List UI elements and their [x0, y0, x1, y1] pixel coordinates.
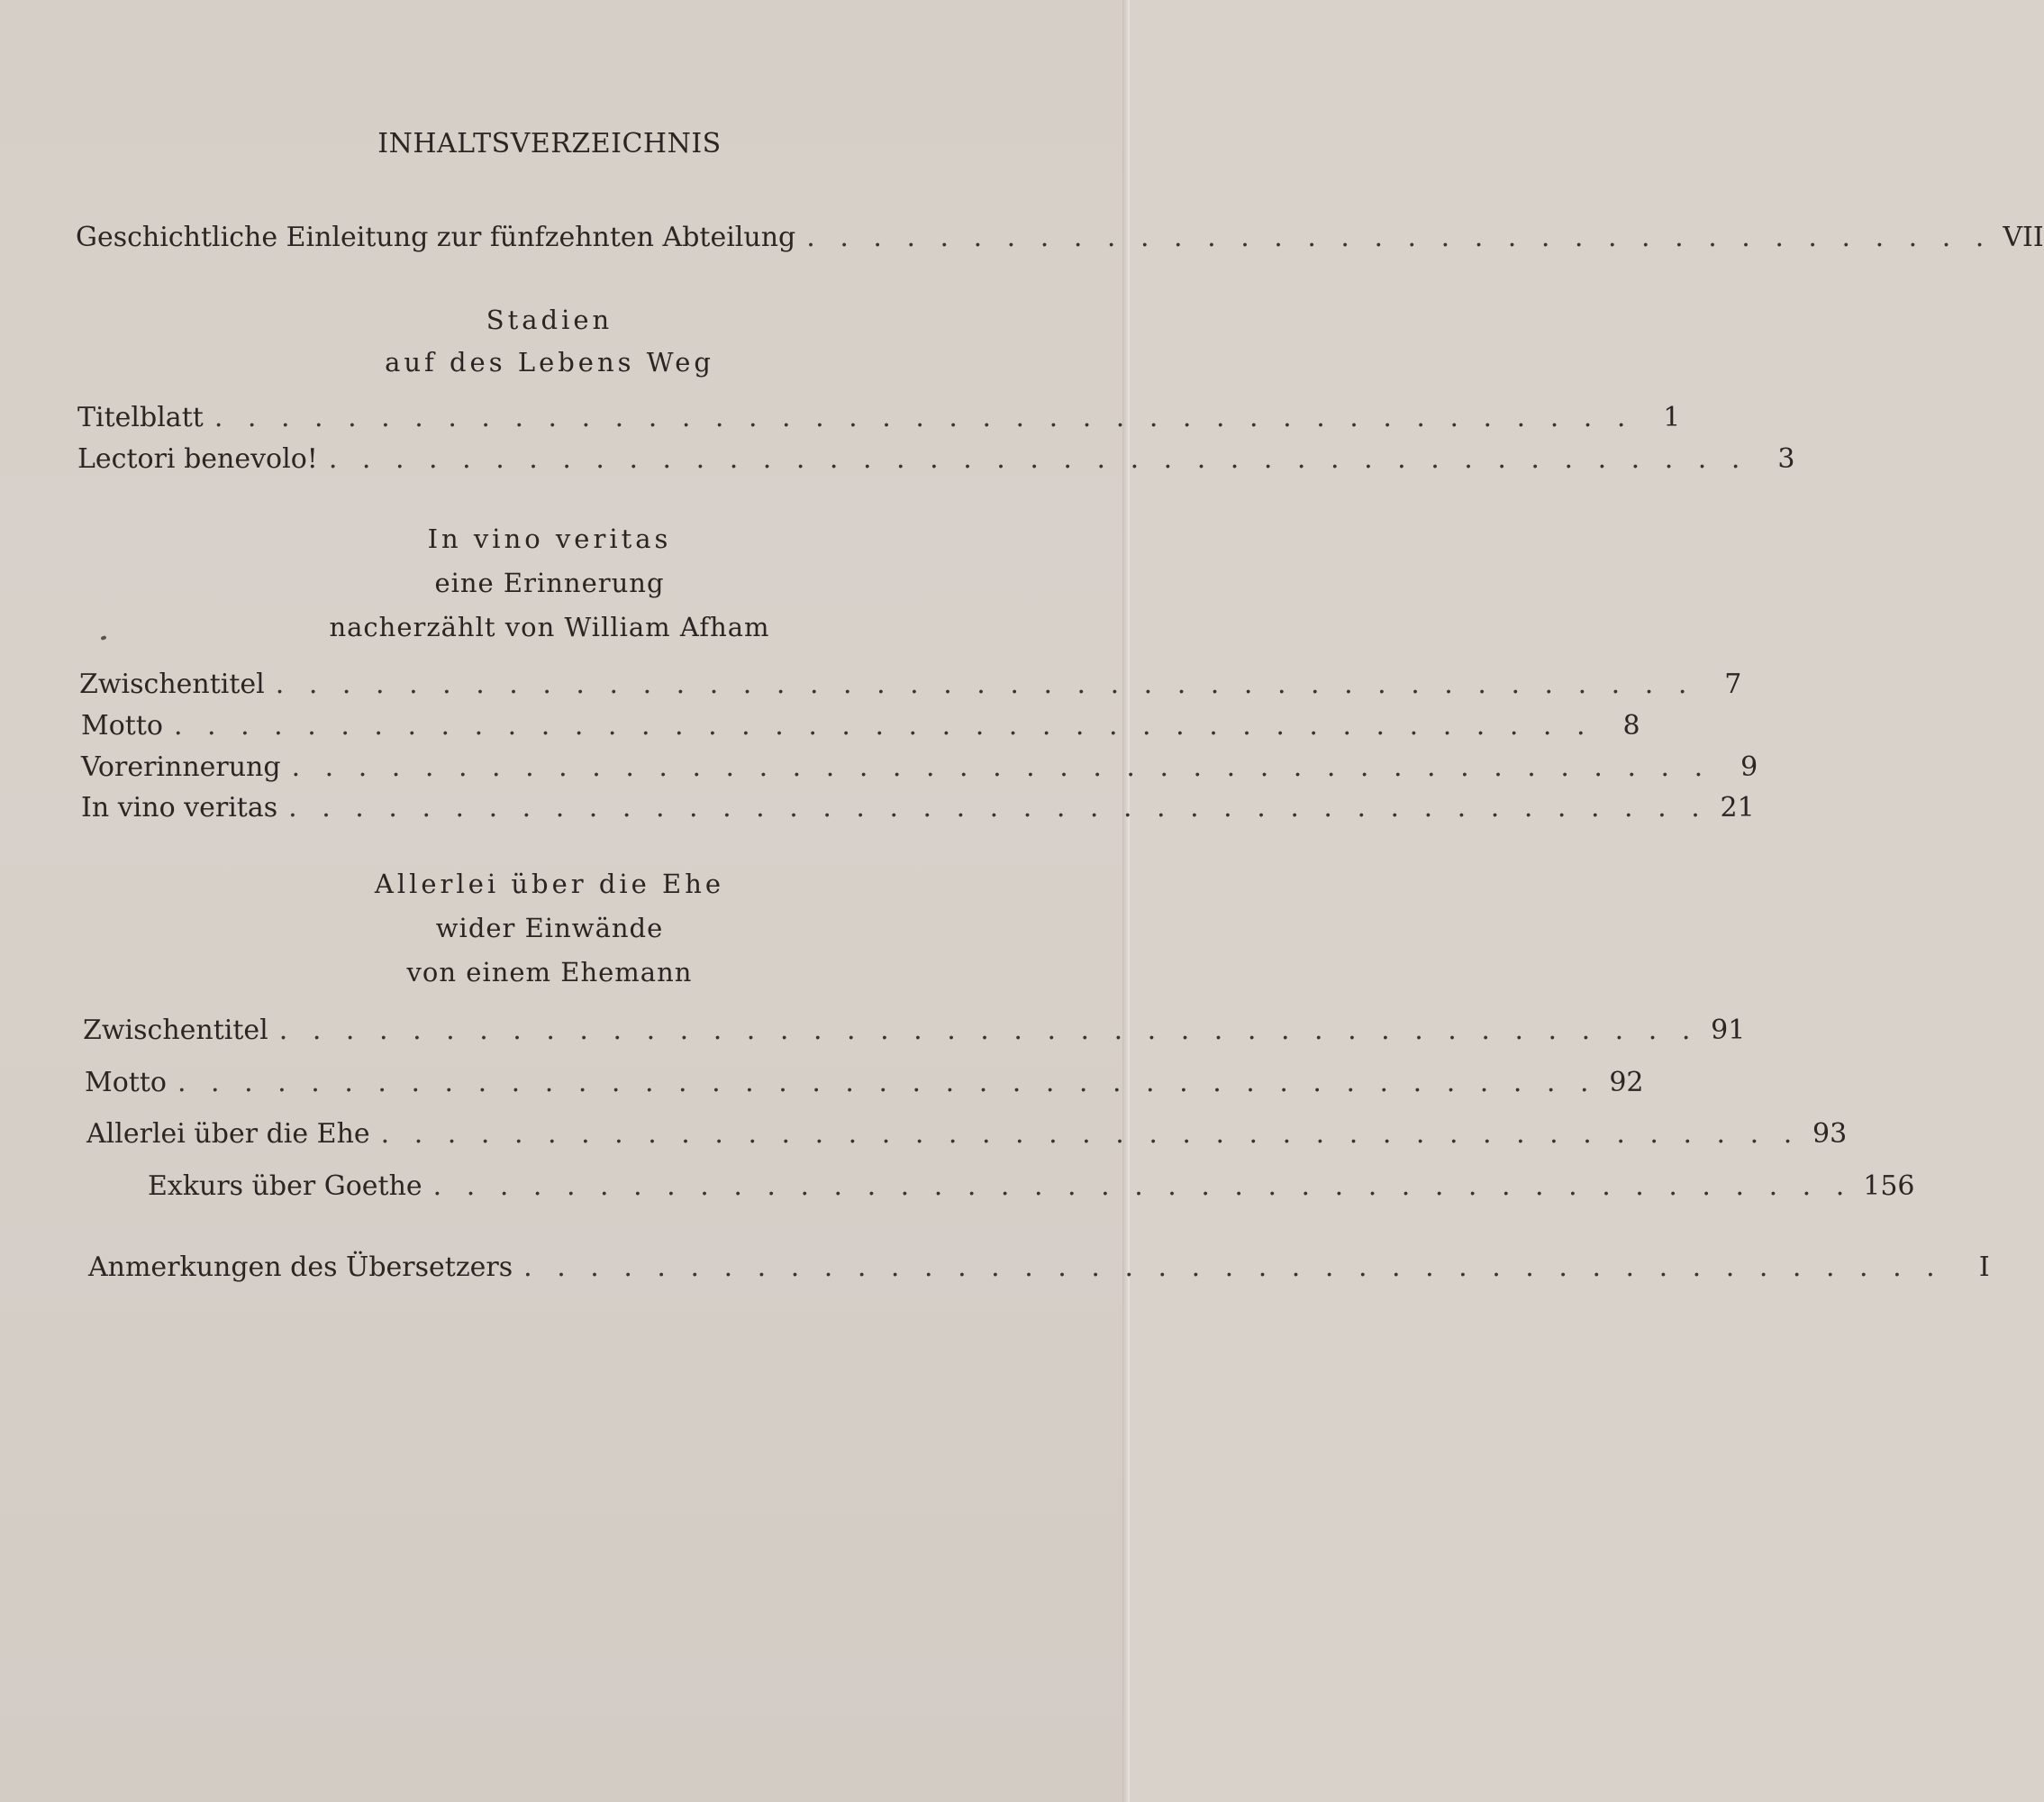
- toc-entry-page: 92: [1609, 1067, 1644, 1098]
- toc-entry-label: Titelblatt: [77, 402, 204, 433]
- toc-entry-intro: [76, 222, 2044, 253]
- toc-entry: [81, 751, 1758, 783]
- toc-entry-label: Zwischentitel: [83, 1015, 268, 1046]
- toc-entry-page: 3: [1777, 443, 1795, 475]
- toc-entry-label: Anmerkungen des Übersetzers: [88, 1251, 513, 1283]
- toc-entry: [81, 792, 1755, 824]
- section-heading-stadien: Stadien: [486, 305, 613, 335]
- toc-entry: [85, 1067, 1644, 1098]
- page-title: INHALTSVERZEICHNIS: [377, 128, 722, 159]
- leader-dots: . . . . . . . . . . . . . . . . . . . . . . . . . . . . . . . . . . . . . . . . . . .: [432, 1170, 1853, 1202]
- leader-dots: . . . . . . . . . . . . . . . . . . . . . . . . . . . . . . . . . . . . . . . . . . .: [380, 1118, 1801, 1150]
- toc-entry-notes: [88, 1251, 1990, 1283]
- leader-dots: . . . . . . . . . . . . . . . . . . . . . . . . . . . . . . . . . . . . . . . . . . .: [278, 1015, 1699, 1046]
- toc-entry-label: Vorerinnerung: [81, 751, 281, 783]
- toc-entry-label: Geschichtliche Einleitung zur fünfzehnten Abteilung: [76, 222, 796, 253]
- toc-entry-page: 91: [1711, 1015, 1746, 1046]
- leader-dots: . . . . . . . . . . . . . . . . . . . . . . . . . . . . . . . . . . . . . . . . . . .: [523, 1251, 1943, 1283]
- section-subheading: eine Erinnerung: [434, 568, 665, 598]
- toc-entry-nested: [148, 1170, 1915, 1202]
- leader-dots: . . . . . . . . . . . . . . . . . . . . . . . . . . . . . . . . . . . . . . . . . . .: [288, 792, 1708, 824]
- toc-entry-label: Allerlei über die Ehe: [86, 1118, 370, 1150]
- toc-entry-label: Motto: [85, 1067, 167, 1098]
- toc-entry: [79, 669, 1742, 700]
- toc-entry-label: Motto: [81, 710, 163, 742]
- toc-entry-page: 1: [1663, 402, 1681, 433]
- leader-dots: . . . . . . . . . . . . . . . . . . . . . . . . . . . . . . . . . . . . . . . . . . .: [275, 669, 1695, 700]
- toc-entry: [83, 1015, 1746, 1046]
- toc-entry: [86, 1118, 1848, 1150]
- section-heading-in-vino-veritas: In vino veritas: [427, 523, 672, 554]
- toc-entry-label: In vino veritas: [81, 792, 278, 824]
- toc-entry: [77, 443, 1795, 475]
- section-subheading: wider Einwände: [435, 913, 664, 943]
- toc-entry-label: Lectori benevolo!: [77, 443, 318, 475]
- toc-entry-page: 8: [1622, 710, 1640, 742]
- toc-entry-page: 156: [1863, 1170, 1915, 1202]
- toc-entry: [81, 710, 1640, 742]
- leader-dots: . . . . . . . . . . . . . . . . . . . . . . . . . . . . . . . . . . . . . . . . . . .: [177, 1067, 1597, 1098]
- section-heading-allerlei: Allerlei über die Ehe: [374, 869, 725, 899]
- toc-entry-page: 7: [1724, 669, 1742, 700]
- toc-entry-page: 9: [1740, 751, 1758, 783]
- leader-dots: . . . . . . . . . . . . . . . . . . . . . . . . . . . . . . . . . . . . . . . . . . .: [213, 402, 1634, 433]
- toc-entry-page: VII: [2003, 222, 2044, 253]
- page-edge: [1122, 0, 1130, 1802]
- toc-entry-label: Exkurs über Goethe: [148, 1170, 422, 1202]
- toc-entry-label: Zwischentitel: [79, 669, 265, 700]
- leader-dots: . . . . . . . . . . . . . . . . . . . . . . . . . . . . . . . . . . . . . . . . . . .: [291, 751, 1712, 783]
- section-subheading: auf des Lebens Weg: [385, 347, 714, 378]
- leader-dots: . . . . . . . . . . . . . . . . . . . . . . . . . . . . . . . . . . . . . . . . . . .: [173, 710, 1594, 742]
- toc-entry-page: 21: [1720, 792, 1755, 824]
- section-subheading: nacherzählt von William Afham: [329, 612, 770, 642]
- leader-dots: . . . . . . . . . . . . . . . . . . . . . . . . . . . . . . . . . . . . . . . . . . .: [328, 443, 1749, 475]
- toc-entry-page: 93: [1812, 1118, 1848, 1150]
- leader-dots: . . . . . . . . . . . . . . . . . . . . . . . . . . . . . . . . . . . .: [806, 222, 1993, 253]
- section-subheading: von einem Ehemann: [406, 957, 693, 987]
- toc-entry-page: I: [1978, 1251, 1990, 1283]
- toc-entry: [77, 402, 1681, 433]
